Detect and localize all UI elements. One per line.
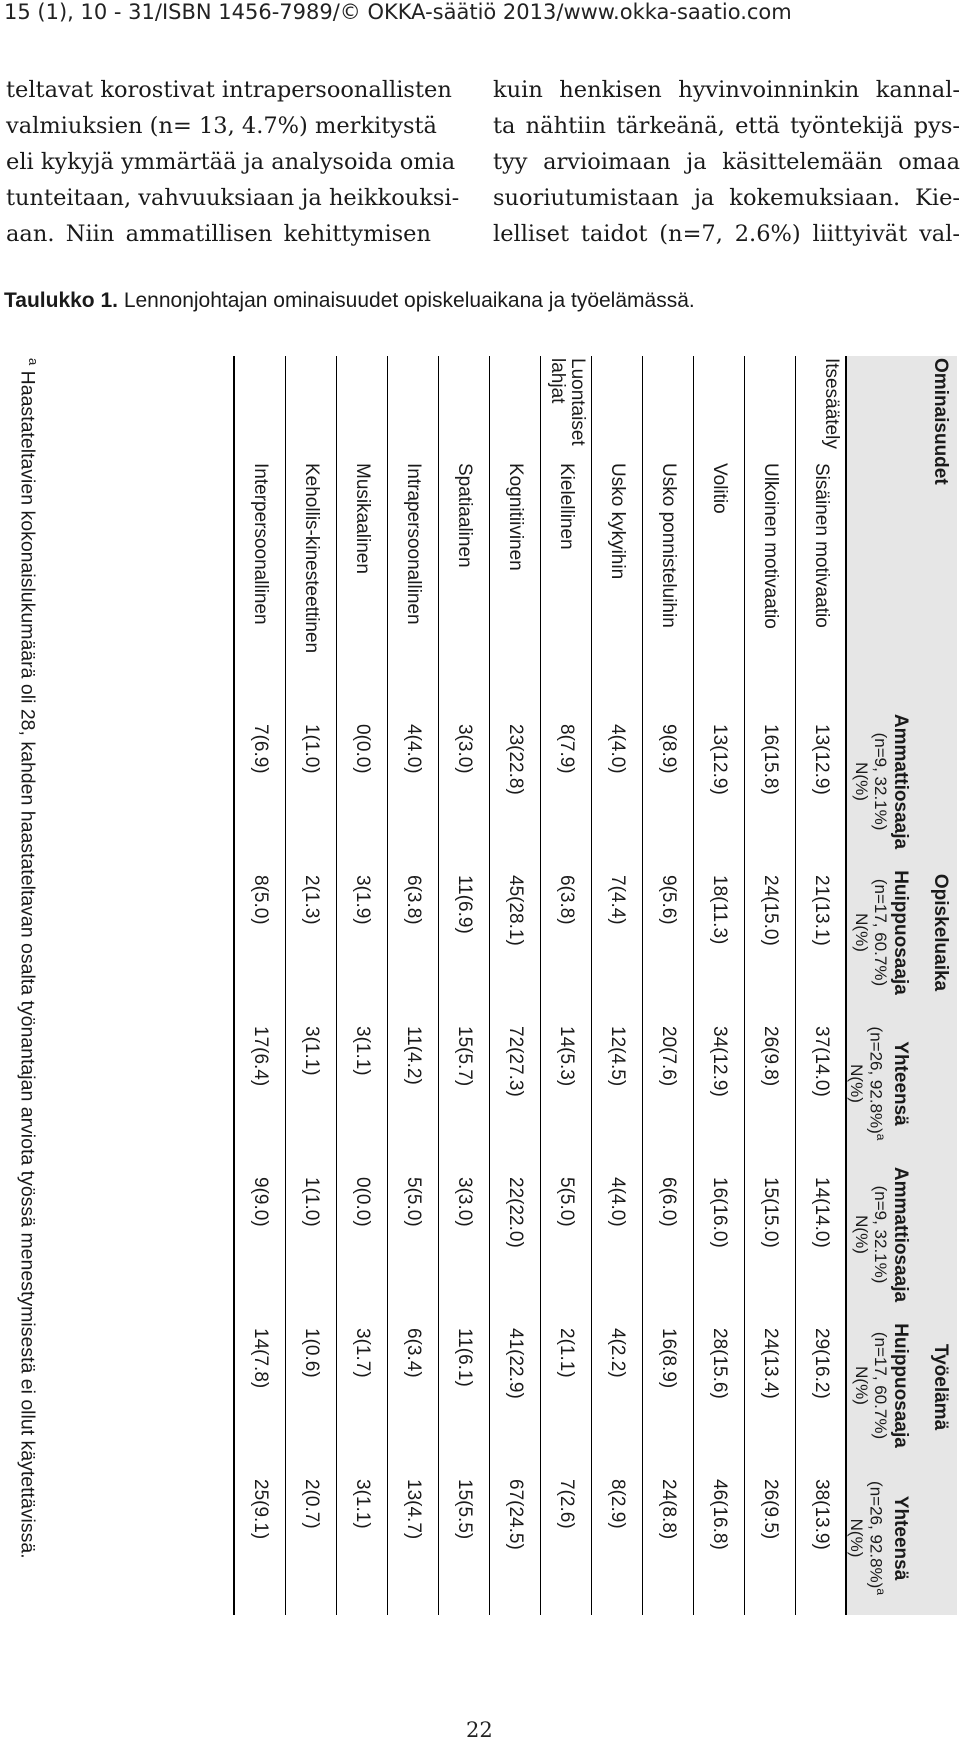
trait-name-cell: Musikaalinen — [351, 463, 373, 574]
value-cell: 17(6.4) — [250, 1026, 272, 1087]
table-footnote: $^a$ Haastateltavien kokonaislukumäärä oli 28, kahden haastateltavan osalta työnantajan arviota työssä menestymisestä ei ollut käytettävissä. — [16, 358, 41, 1559]
value-cell: 4(2.2) — [606, 1328, 628, 1378]
table-caption-label: Taulukko 1. — [4, 289, 118, 312]
value-cell: 24(8.8) — [657, 1479, 679, 1540]
subheader-n — [866, 1463, 890, 1613]
right-line: tyy arvioimaan ja käsittelemään omaa — [493, 149, 960, 175]
trait-name-cell: Kognitiivinen — [504, 463, 526, 571]
subheader-n — [871, 859, 890, 1006]
table-row — [795, 356, 846, 1615]
value-cell: 46(16.8) — [708, 1479, 730, 1550]
value-cell: 3(3.0) — [453, 1177, 475, 1227]
table-row — [744, 356, 795, 1615]
value-cell: 3(3.0) — [453, 724, 475, 774]
journal-header: 15 (1), 10 - 31/ISBN 1456-7989/© OKKA-säätiö 2013/www.okka-saatio.com — [4, 0, 792, 24]
value-cell: 3(1.1) — [300, 1026, 322, 1076]
right-line: kuin henkisen hyvinvoinninkin kannal- — [493, 77, 960, 103]
subheader-title: Huippuosaaja — [890, 1323, 911, 1448]
right-line: suoriutumistaan ja kokemuksiaan. Kie- — [493, 185, 960, 211]
footnote-marker: a — [874, 1133, 888, 1141]
trait-name-cell: Spatiaalinen — [453, 463, 475, 568]
subheader-unit: N(%) — [847, 1064, 867, 1103]
value-cell: 2(0.7) — [300, 1479, 322, 1529]
value-cell: 24(15.0) — [759, 875, 781, 946]
trait-name-cell: Ulkoinen motivaatio — [759, 463, 781, 629]
subheader-col — [846, 706, 911, 857]
value-cell: 67(24.5) — [504, 1479, 526, 1550]
value-cell: 9(8.9) — [657, 724, 679, 774]
subheader-unit: N(%) — [852, 1366, 871, 1405]
category-cell — [234, 356, 285, 461]
value-cell: 72(27.3) — [504, 1026, 526, 1097]
subheader-col — [846, 857, 911, 1008]
category-cell: Itsesäätely — [821, 358, 843, 449]
header-ominaisuudet: Ominaisuudet — [911, 356, 957, 706]
value-cell: 12(4.5) — [606, 1026, 628, 1087]
subheader-title: Ammattiosaaja — [890, 1166, 911, 1303]
table-row — [693, 356, 744, 1615]
value-cell: 28(15.6) — [708, 1328, 730, 1399]
value-cell: 18(11.3) — [708, 875, 730, 945]
value-cell: 3(1.7) — [351, 1328, 373, 1378]
value-cell: 6(3.8) — [402, 875, 424, 925]
category-cell — [744, 356, 795, 461]
value-cell: 0(0.0) — [351, 724, 373, 774]
category-cell — [336, 356, 387, 461]
value-cell: 11(6.1) — [453, 1328, 475, 1387]
footnote-marker: a — [874, 1588, 888, 1595]
category-cell — [438, 356, 489, 461]
subheader-unit: N(%) — [847, 1518, 867, 1558]
table-row — [642, 356, 693, 1615]
value-cell: 41(22.9) — [504, 1328, 526, 1399]
subheader-n — [871, 708, 890, 855]
trait-name-cell: Kehollis-kinesteettinen — [300, 463, 322, 654]
value-cell: 2(1.3) — [300, 875, 322, 925]
value-cell: 1(0.6) — [300, 1328, 322, 1378]
category-cell — [387, 356, 438, 461]
left-line: teltavat korostivat intrapersoonallisten — [6, 77, 452, 103]
left-line: aan. Niin ammatillisen kehittymisen — [6, 221, 431, 247]
body-text-right-column — [493, 72, 960, 252]
category-cell — [642, 356, 693, 461]
value-cell: 13(12.9) — [708, 724, 730, 795]
table-row — [540, 356, 591, 1615]
value-cell: 16(15.8) — [759, 724, 781, 795]
value-cell: 5(5.0) — [402, 1177, 424, 1227]
value-cell: 6(6.0) — [657, 1177, 679, 1227]
left-line: eli kykyjä ymmärtää ja analysoida omia — [6, 149, 456, 175]
table-row — [234, 356, 285, 1615]
value-cell: 1(1.0) — [300, 1177, 322, 1227]
category-cell — [489, 356, 540, 461]
table-caption — [4, 289, 695, 313]
trait-name-cell: Interpersoonallinen — [250, 463, 272, 625]
value-cell: 4(4.0) — [606, 724, 628, 774]
category-cell — [591, 356, 642, 461]
subheader-n-text: (n=26, 92.8%) — [866, 1481, 886, 1589]
value-cell: 8(5.0) — [250, 875, 272, 925]
value-cell: 15(5.5) — [453, 1479, 475, 1540]
table-row — [285, 356, 336, 1615]
subheader-n — [871, 1161, 890, 1308]
header-spacer — [846, 356, 911, 706]
table-row — [489, 356, 540, 1615]
value-cell: 6(3.4) — [402, 1328, 424, 1378]
subheader-unit: N(%) — [852, 1215, 871, 1254]
page-number: 22 — [466, 1718, 493, 1742]
subheader-n-text: (n=9, 32.1%) — [871, 732, 890, 831]
value-cell: 24(13.4) — [759, 1328, 781, 1399]
value-cell: 4(4.0) — [402, 724, 424, 774]
subheader-n-text: (n=17, 60.7%) — [871, 878, 890, 987]
value-cell: 4(4.0) — [606, 1177, 628, 1227]
subheader-title: Huippuosaaja — [890, 870, 911, 995]
trait-name-cell: Usko ponnisteluihin — [657, 463, 679, 628]
value-cell: 15(15.0) — [759, 1177, 781, 1248]
left-line: valmiuksien (n= 13, 4.7%) merkitystä — [6, 113, 437, 139]
value-cell: 14(14.0) — [810, 1177, 832, 1248]
subheader-n-text: (n=17, 60.7%) — [871, 1331, 890, 1440]
header-opiskeluaika: Opiskeluaika — [911, 706, 957, 1159]
value-cell: 0(0.0) — [351, 1177, 373, 1227]
value-cell: 3(1.1) — [351, 1026, 373, 1076]
value-cell: 3(1.1) — [351, 1479, 373, 1529]
value-cell: 2(1.1) — [555, 1328, 577, 1378]
trait-name-cell: Sisäinen motivaatio — [810, 463, 832, 628]
value-cell: 23(22.8) — [504, 724, 526, 795]
right-line: ta nähtiin tärkeänä, että työntekijä pys- — [493, 113, 960, 139]
trait-name-cell: Intrapersoonallinen — [402, 463, 424, 625]
value-cell: 26(9.5) — [759, 1479, 781, 1540]
category-cell — [693, 356, 744, 461]
value-cell: 16(16.0) — [708, 1177, 730, 1248]
value-cell: 14(5.3) — [555, 1026, 577, 1087]
value-cell: 16(8.9) — [657, 1328, 679, 1389]
value-cell: 7(2.6) — [555, 1479, 577, 1529]
subheader-col — [846, 1310, 911, 1461]
table-row — [387, 356, 438, 1615]
subheader-col — [846, 1159, 911, 1310]
trait-name-cell: Volitio — [708, 463, 730, 514]
table-row — [591, 356, 642, 1615]
value-cell: 11(4.2) — [402, 1026, 424, 1085]
subheader-title: Yhteensä — [890, 1495, 911, 1581]
value-cell: 25(9.1) — [250, 1479, 272, 1540]
value-cell: 26(9.8) — [759, 1026, 781, 1087]
category-cell: Luontaiset lahjat — [546, 358, 588, 446]
rotated-table — [0, 356, 957, 1615]
value-cell: 14(7.8) — [250, 1328, 272, 1389]
value-cell: 21(13.1) — [810, 875, 832, 946]
subheader-unit: N(%) — [852, 913, 871, 952]
subheader-n — [866, 1010, 890, 1157]
value-cell: 37(14.0) — [810, 1026, 832, 1097]
table-row — [336, 356, 387, 1615]
subheader-unit: N(%) — [852, 762, 871, 801]
rotated-table-area — [0, 356, 957, 1615]
subheader-n — [871, 1312, 890, 1459]
value-cell: 9(9.0) — [250, 1177, 272, 1227]
value-cell: 3(1.9) — [351, 875, 373, 925]
data-table — [233, 356, 957, 1615]
value-cell: 7(6.9) — [250, 724, 272, 774]
value-cell: 1(1.0) — [300, 724, 322, 774]
value-cell: 34(12.9) — [708, 1026, 730, 1097]
value-cell: 5(5.0) — [555, 1177, 577, 1227]
value-cell: 8(7.9) — [555, 724, 577, 774]
trait-name-cell: Kielellinen — [555, 463, 577, 550]
value-cell: 6(3.8) — [555, 875, 577, 925]
value-cell: 38(13.9) — [810, 1479, 832, 1550]
header-tyoelama: Työelämä — [911, 1159, 957, 1615]
value-cell: 29(16.2) — [810, 1328, 832, 1399]
value-cell: 13(4.7) — [402, 1479, 424, 1540]
subheader-col — [846, 1461, 911, 1615]
subheader-title: Ammattiosaaja — [890, 713, 911, 850]
value-cell: 22(22.0) — [504, 1177, 526, 1248]
subheader-n-text: (n=26, 92.8%) — [866, 1026, 886, 1134]
trait-name-cell: Usko kykyihin — [606, 463, 628, 580]
subheader-n-text: (n=9, 32.1%) — [871, 1185, 890, 1284]
value-cell: 9(5.6) — [657, 875, 679, 925]
value-cell: 8(2.9) — [606, 1479, 628, 1529]
subheader-title: Yhteensä — [890, 1041, 911, 1126]
table-row — [438, 356, 489, 1615]
value-cell: 7(4.4) — [606, 875, 628, 925]
category-cell — [285, 356, 336, 461]
value-cell: 15(5.7) — [453, 1026, 475, 1087]
value-cell: 13(12.9) — [810, 724, 832, 795]
subheader-col — [846, 1008, 911, 1159]
left-line: tunteitaan, vahvuuksiaan ja heikkouksi- — [6, 185, 460, 211]
value-cell: 20(7.6) — [657, 1026, 679, 1087]
body-text-left-column — [6, 72, 460, 252]
value-cell: 45(28.1) — [504, 875, 526, 946]
value-cell: 11(6.9) — [453, 875, 475, 934]
table-caption-text: Lennonjohtajan ominaisuudet opiskeluaikana ja työelämässä. — [117, 289, 695, 312]
right-line: lelliset taidot (n=7, 2.6%) liittyivät val- — [493, 221, 960, 247]
